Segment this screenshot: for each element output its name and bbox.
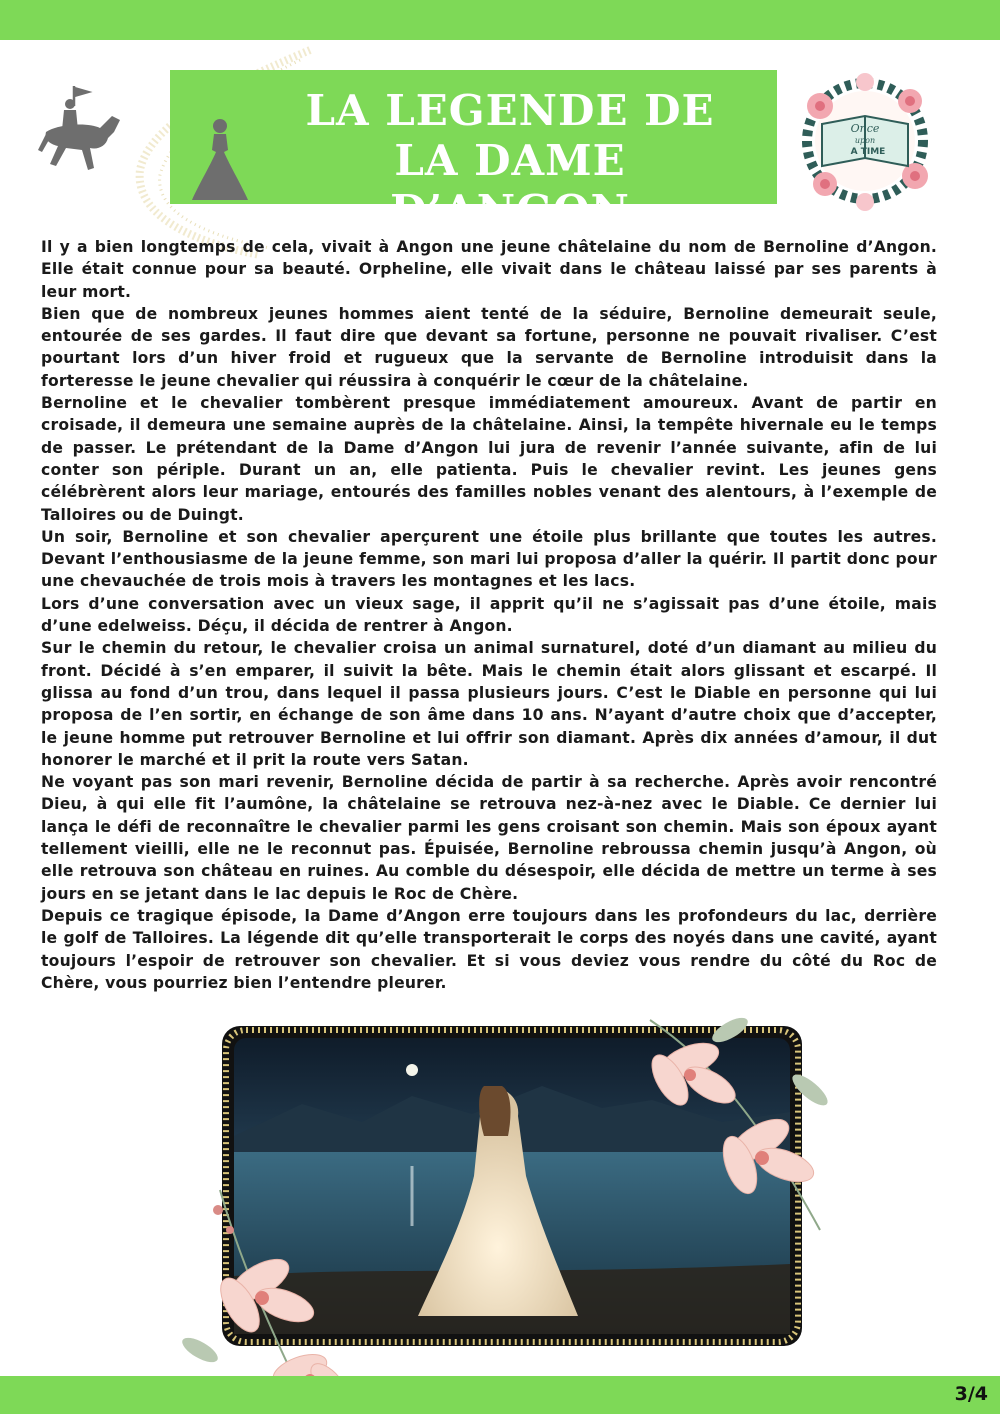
paragraph: Un soir, Bernoline et son chevalier aperçurent une étoile plus brillante que toutes les autres. Devant l’enthousiasme de la jeune femme, son mari lui proposa d’aller la quérir. Il partit donc pour une chevauchée de trois mois à travers les montagnes et les lacs. (41, 527, 937, 591)
svg-text:Once: Once (850, 122, 880, 135)
book-wreath-icon (790, 66, 940, 216)
paragraph: Depuis ce tragique épisode, la Dame d’Angon erre toujours dans les profondeurs du lac, derrière le golf de Talloires. La légende dit qu’elle transporterait le corps des noyés dans une cavité, ayant toujours l’espoir de retrouver son chevalier. Et si vous deviez vous rendre du côté du Roc de Chère, vous pourriez bien l’entendre pleurer. (41, 906, 937, 992)
svg-text:upon: upon (854, 136, 876, 145)
paragraph: Bernoline et le chevalier tombèrent presque immédiatement amoureux. Avant de partir en croisade, il demeura une semaine auprès de la châtelaine. Ainsi, la tempête hivernale eu le temps de passer. Le prétendant de la Dame d’Angon lui jura de revenir l’année suivante, afin de lui conter son périple. Durant un an, elle patienta. Puis le chevalier revint. Les jeunes gens célébrèrent alors leur mariage, entourés des familles nobles venant des alentours, à l’exemple de Talloires ou de Duingt. (41, 394, 937, 524)
page-title: LA LEGENDE DE LA DAME D’ANGON (305, 86, 715, 235)
flower-icon (610, 1000, 840, 1260)
paragraph: Lors d’une conversation avec un vieux sage, il apprit qu’il ne s’agissait pas d’une étoile, mais d’une edelweiss. Déçu, il décida de rentrer à Angon. (41, 594, 937, 636)
paragraph: Il y a bien longtemps de cela, vivait à Angon une jeune châtelaine du nom de Bernoline d’Angon. Elle était connue pour sa beauté. Orpheline, elle vivait dans le château laissé par ses parents à leur mort. (41, 238, 937, 301)
paragraph: Bien que de nombreux jeunes hommes aient tenté de la séduire, Bernoline demeurait seule, entourée de ses gardes. Il faut dire que devant sa fortune, personne ne pouvait rivaliser. C’est pourtant lors d’un hiver froid et rugueux que la servante de Bernoline introduisit dans la forteresse le jeune chevalier qui réussira à conquérir le cœur de la châtelaine. (41, 304, 937, 390)
lady-silhouette-icon (190, 116, 250, 202)
svg-text:A TIME: A TIME (850, 147, 886, 157)
paragraph: Sur le chemin du retour, le chevalier croisa un animal surnaturel, doté d’un diamant au milieu du front. Décidé à s’en emparer, il suivit la bête. Mais le chemin était alors glissant et escarpé. Il glissa au fond d’un trou, dans lequel il passa plusieurs jours. C’est le Diable en personne qui lui proposa de l’en sortir, en échange de son âme dans 10 ans. N’ayant d’autre choix que d’accepter, le jeune homme put retrouver Bernoline et lui offrir son diamant. Après dix années d’amour, il dut honorer le marché et il prit la route vers Satan. (41, 639, 937, 769)
legend-text (41, 236, 937, 994)
page-number: 3/4 (954, 1383, 988, 1405)
knight-on-horse-icon (38, 84, 128, 176)
title-banner (170, 70, 777, 235)
paragraph: Ne voyant pas son mari revenir, Bernoline décida de partir à sa recherche. Après avoir rencontré Dieu, à qui elle fit l’aumône, la châtelaine se retrouva nez-à-nez avec le Diable. Ce dernier lui lança le défi de reconnaître le chevalier parmi les gens croisant son chemin. Mais son époux ayant tellement vieilli, elle ne le reconnut pas. Épuisée, Bernoline rebroussa chemin jusqu’à Angon, où elle retrouva son château en ruines. Au comble du désespoir, elle décida de mettre un terme à ses jours en se jetant dans le lac depuis le Roc de Chère. (41, 773, 937, 903)
bottom-green-bar (0, 1376, 1000, 1414)
top-green-bar (0, 0, 1000, 40)
